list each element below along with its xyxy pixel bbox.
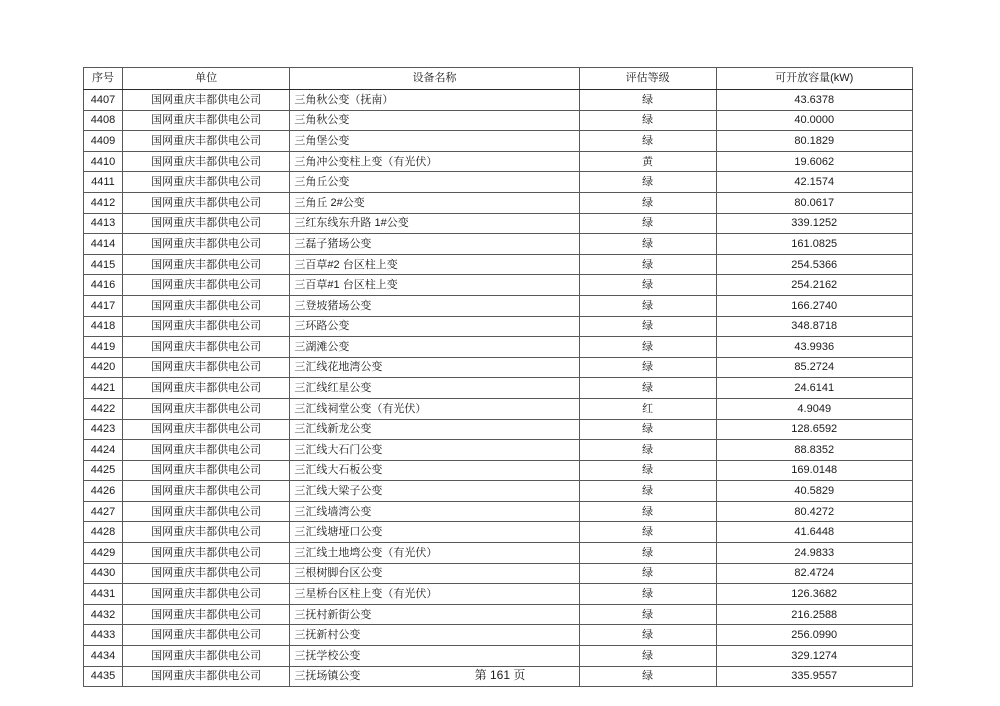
serial-cell: 4431 [84,584,123,605]
unit-cell: 国网重庆丰都供电公司 [122,192,289,213]
device-name-cell: 三角冲公变柱上变（有光伏） [290,151,579,172]
capacity-cell: 88.8352 [716,440,913,461]
unit-cell: 国网重庆丰都供电公司 [122,419,289,440]
unit-cell: 国网重庆丰都供电公司 [122,357,289,378]
grade-cell: 绿 [579,666,716,687]
table-row [84,192,913,213]
device-name-cell: 三星桥台区柱上变（有光伏） [290,584,579,605]
serial-cell: 4426 [84,481,123,502]
unit-cell: 国网重庆丰都供电公司 [122,563,289,584]
table-row [84,316,913,337]
serial-cell: 4430 [84,563,123,584]
unit-cell: 国网重庆丰都供电公司 [122,275,289,296]
capacity-cell: 43.6378 [716,90,913,111]
table-row [84,646,913,667]
table-row [84,481,913,502]
unit-cell: 国网重庆丰都供电公司 [122,501,289,522]
device-name-cell: 三登坡猪场公变 [290,295,579,316]
serial-cell: 4417 [84,295,123,316]
grade-cell: 绿 [579,460,716,481]
grade-cell: 绿 [579,522,716,543]
serial-cell: 4412 [84,192,123,213]
serial-cell: 4428 [84,522,123,543]
table-body [84,90,913,687]
grade-cell: 红 [579,398,716,419]
serial-cell: 4416 [84,275,123,296]
capacity-cell: 256.0990 [716,625,913,646]
grade-cell: 绿 [579,625,716,646]
capacity-cell: 4.9049 [716,398,913,419]
device-name-cell: 三角堡公变 [290,131,579,152]
grade-cell: 绿 [579,501,716,522]
capacity-cell: 80.0617 [716,192,913,213]
grade-cell: 绿 [579,337,716,358]
unit-cell: 国网重庆丰都供电公司 [122,151,289,172]
serial-cell: 4427 [84,501,123,522]
serial-cell: 4420 [84,357,123,378]
grade-cell: 绿 [579,646,716,667]
capacity-cell: 24.9833 [716,543,913,564]
capacity-cell: 126.3682 [716,584,913,605]
capacity-cell: 216.2588 [716,604,913,625]
device-name-cell: 三红东线东升路 1#公变 [290,213,579,234]
serial-cell: 4418 [84,316,123,337]
device-name-cell: 三汇线大石门公变 [290,440,579,461]
table-row [84,275,913,296]
table-row [84,295,913,316]
table-row [84,337,913,358]
grade-cell: 黄 [579,151,716,172]
table-row [84,440,913,461]
column-header-1: 单位 [122,68,289,90]
table-row [84,604,913,625]
grade-cell: 绿 [579,131,716,152]
serial-cell: 4408 [84,110,123,131]
device-name-cell: 三汇线大梁子公变 [290,481,579,502]
capacity-cell: 161.0825 [716,234,913,255]
table-row [84,234,913,255]
device-name-cell: 三汇线土地塆公变（有光伏） [290,543,579,564]
serial-cell: 4413 [84,213,123,234]
unit-cell: 国网重庆丰都供电公司 [122,604,289,625]
device-name-cell: 三角丘 2#公变 [290,192,579,213]
serial-cell: 4410 [84,151,123,172]
table-row [84,419,913,440]
table-row [84,254,913,275]
serial-cell: 4429 [84,543,123,564]
capacity-cell: 169.0148 [716,460,913,481]
device-name-cell: 三抚学校公变 [290,646,579,667]
unit-cell: 国网重庆丰都供电公司 [122,234,289,255]
unit-cell: 国网重庆丰都供电公司 [122,543,289,564]
table-row [84,501,913,522]
unit-cell: 国网重庆丰都供电公司 [122,481,289,502]
serial-cell: 4435 [84,666,123,687]
serial-cell: 4424 [84,440,123,461]
unit-cell: 国网重庆丰都供电公司 [122,522,289,543]
serial-cell: 4421 [84,378,123,399]
capacity-cell: 254.2162 [716,275,913,296]
unit-cell: 国网重庆丰都供电公司 [122,337,289,358]
capacity-table [83,67,913,687]
serial-cell: 4423 [84,419,123,440]
table-row [84,522,913,543]
unit-cell: 国网重庆丰都供电公司 [122,666,289,687]
grade-cell: 绿 [579,213,716,234]
table-row [84,563,913,584]
grade-cell: 绿 [579,481,716,502]
serial-cell: 4407 [84,90,123,111]
unit-cell: 国网重庆丰都供电公司 [122,584,289,605]
table-row [84,213,913,234]
grade-cell: 绿 [579,254,716,275]
serial-cell: 4432 [84,604,123,625]
unit-cell: 国网重庆丰都供电公司 [122,625,289,646]
unit-cell: 国网重庆丰都供电公司 [122,131,289,152]
device-name-cell: 三百草#2 台区柱上变 [290,254,579,275]
table-row [84,460,913,481]
device-name-cell: 三汇线祠堂公变（有光伏） [290,398,579,419]
serial-cell: 4433 [84,625,123,646]
grade-cell: 绿 [579,357,716,378]
capacity-cell: 166.2740 [716,295,913,316]
device-name-cell: 三抚新村公变 [290,625,579,646]
capacity-cell: 85.2724 [716,357,913,378]
capacity-cell: 40.0000 [716,110,913,131]
grade-cell: 绿 [579,110,716,131]
device-name-cell: 三抚场镇公变 [290,666,579,687]
serial-cell: 4422 [84,398,123,419]
column-header-3: 评估等级 [579,68,716,90]
device-name-cell: 三百草#1 台区柱上变 [290,275,579,296]
grade-cell: 绿 [579,234,716,255]
device-name-cell: 三环路公变 [290,316,579,337]
capacity-cell: 40.5829 [716,481,913,502]
grade-cell: 绿 [579,172,716,193]
device-name-cell: 三角秋公变 [290,110,579,131]
capacity-cell: 254.5366 [716,254,913,275]
column-header-0: 序号 [84,68,123,90]
table-header-row [84,68,913,90]
device-name-cell: 三抚村新街公变 [290,604,579,625]
page-number: 第 161 页 [474,668,526,682]
table-row [84,543,913,564]
serial-cell: 4414 [84,234,123,255]
device-name-cell: 三汇线新龙公变 [290,419,579,440]
unit-cell: 国网重庆丰都供电公司 [122,646,289,667]
serial-cell: 4409 [84,131,123,152]
device-name-cell: 三磊子猪场公变 [290,234,579,255]
grade-cell: 绿 [579,295,716,316]
grade-cell: 绿 [579,563,716,584]
table-row [84,110,913,131]
unit-cell: 国网重庆丰都供电公司 [122,440,289,461]
device-name-cell: 三根树脚台区公变 [290,563,579,584]
table-row [84,378,913,399]
grade-cell: 绿 [579,316,716,337]
unit-cell: 国网重庆丰都供电公司 [122,90,289,111]
unit-cell: 国网重庆丰都供电公司 [122,316,289,337]
unit-cell: 国网重庆丰都供电公司 [122,172,289,193]
serial-cell: 4434 [84,646,123,667]
capacity-cell: 329.1274 [716,646,913,667]
capacity-cell: 42.1574 [716,172,913,193]
grade-cell: 绿 [579,604,716,625]
device-name-cell: 三汇线花地湾公变 [290,357,579,378]
table-row [84,151,913,172]
capacity-cell: 19.6062 [716,151,913,172]
grade-cell: 绿 [579,192,716,213]
unit-cell: 国网重庆丰都供电公司 [122,460,289,481]
table-row [84,584,913,605]
table-row [84,625,913,646]
column-header-2: 设备名称 [290,68,579,90]
serial-cell: 4411 [84,172,123,193]
grade-cell: 绿 [579,584,716,605]
capacity-cell: 335.9557 [716,666,913,687]
unit-cell: 国网重庆丰都供电公司 [122,110,289,131]
grade-cell: 绿 [579,275,716,296]
grade-cell: 绿 [579,90,716,111]
device-name-cell: 三汇线墙湾公变 [290,501,579,522]
unit-cell: 国网重庆丰都供电公司 [122,378,289,399]
device-name-cell: 三湖滩公变 [290,337,579,358]
table-row [84,90,913,111]
serial-cell: 4425 [84,460,123,481]
unit-cell: 国网重庆丰都供电公司 [122,213,289,234]
grade-cell: 绿 [579,543,716,564]
device-name-cell: 三汇线大石板公变 [290,460,579,481]
table-row [84,172,913,193]
capacity-cell: 348.8718 [716,316,913,337]
device-name-cell: 三汇线塘垭口公变 [290,522,579,543]
unit-cell: 国网重庆丰都供电公司 [122,398,289,419]
device-name-cell: 三汇线红星公变 [290,378,579,399]
table-row [84,131,913,152]
capacity-cell: 41.6448 [716,522,913,543]
grade-cell: 绿 [579,378,716,399]
grade-cell: 绿 [579,419,716,440]
unit-cell: 国网重庆丰都供电公司 [122,254,289,275]
capacity-cell: 43.9936 [716,337,913,358]
device-name-cell: 三角秋公变（抚南） [290,90,579,111]
capacity-cell: 80.4272 [716,501,913,522]
table-row [84,398,913,419]
capacity-cell: 339.1252 [716,213,913,234]
capacity-cell: 24.6141 [716,378,913,399]
grade-cell: 绿 [579,440,716,461]
capacity-cell: 82.4724 [716,563,913,584]
table-row [84,357,913,378]
serial-cell: 4419 [84,337,123,358]
serial-cell: 4415 [84,254,123,275]
device-name-cell: 三角丘公变 [290,172,579,193]
column-header-4: 可开放容量(kW) [716,68,913,90]
unit-cell: 国网重庆丰都供电公司 [122,295,289,316]
capacity-cell: 128.6592 [716,419,913,440]
capacity-cell: 80.1829 [716,131,913,152]
